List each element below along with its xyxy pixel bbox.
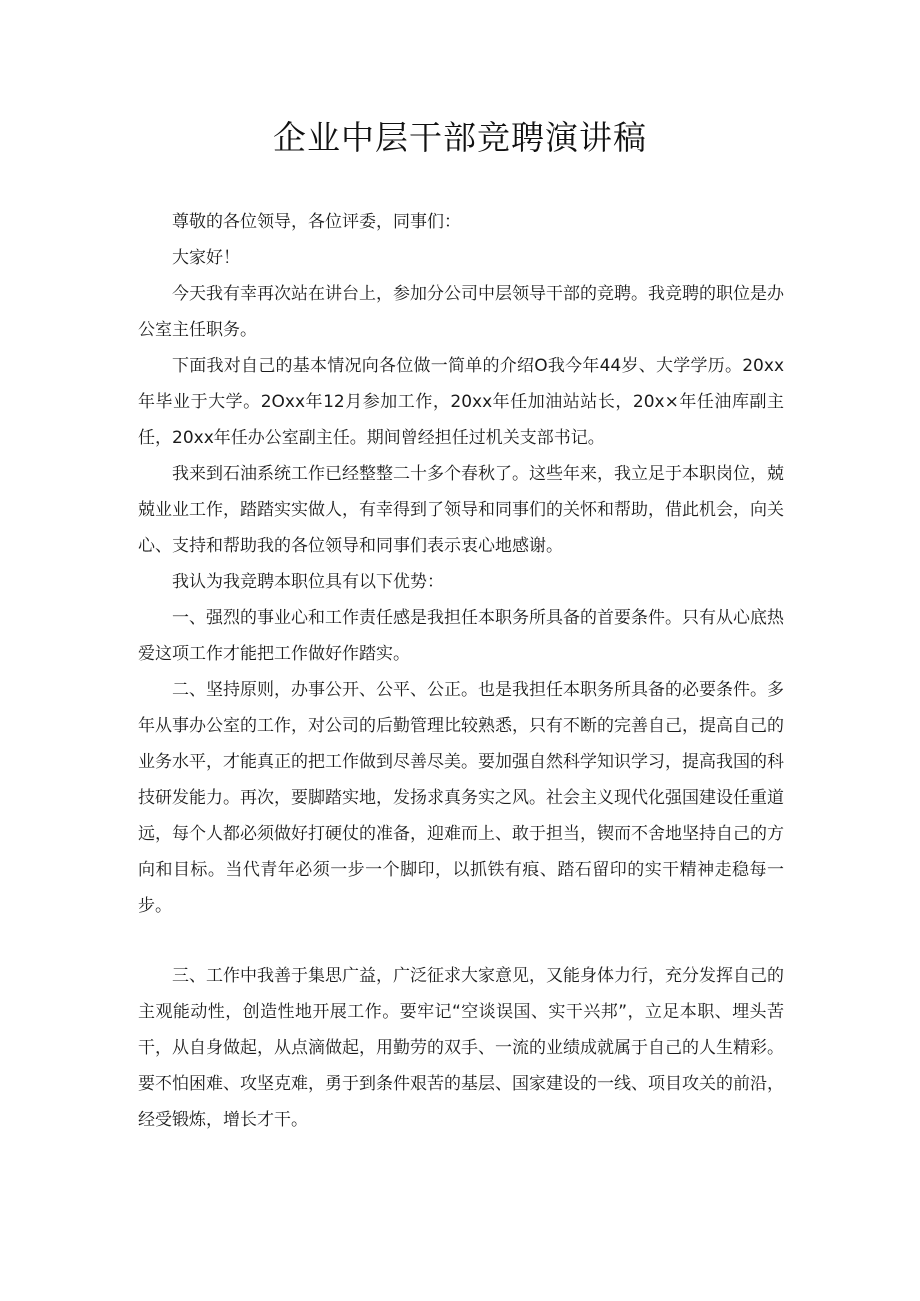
greeting: 大家好！	[172, 248, 240, 268]
paragraph-advantage-3: 三、工作中我善于集思广益，广泛征求大家意见，又能身体力行，充分发挥自己的主观能动性，创造性地开展工作。要牢记“空谈误国、实干兴邦”，立足本职、埋头苦干，从自身做起，从点滴做起，用勤劳的双手、一流的业绩成就属于自己的人生精彩。要不怕困难、攻坚克难，勇于到条件艰苦的基层、国家建设的一线、项目攻关的前沿，经受锻炼，增长才干。	[138, 966, 784, 1130]
paragraph-advantage-1: 一、强烈的事业心和工作责任感是我担任本职务所具备的首要条件。只有从心底热爱这项工作才能把工作做好作踏实。	[138, 608, 784, 664]
paragraph-advantages-lead: 我认为我竞聘本职位具有以下优势：	[172, 572, 444, 592]
paragraph-experience: 我来到石油系统工作已经整整二十多个春秋了。这些年来，我立足于本职岗位，兢兢业业工作，踏踏实实做人，有幸得到了领导和同事们的关怀和帮助，借此机会，向关心、支持和帮助我的各位领导和同事们表示衷心地感谢。	[138, 464, 784, 556]
paragraph-background: 下面我对自己的基本情况向各位做一简单的介绍O我今年44岁、大学学历。20xx年毕业于大学。2Oxx年12月参加工作，20xx年任加油站站长，20x×年任油库副主任，20xx年任办公室副主任。期间曾经担任过机关支部书记。	[138, 356, 784, 448]
paragraph-advantage-2: 二、坚持原则，办事公开、公平、公正。也是我担任本职务所具备的必要条件。多年从事办公室的工作，对公司的后勤管理比较熟悉，只有不断的完善自己，提高自己的业务水平，才能真正的把工作做到尽善尽美。要加强自然科学知识学习，提高我国的科技研发能力。再次，要脚踏实地，发扬求真务实之风。社会主义现代化强国建设任重道远，每个人都必须做好打硬仗的准备，迎难而上、敢于担当，锲而不舍地坚持自己的方向和目标。当代青年必须一步一个脚印，以抓铁有痕、踏石留印的实干精神走稳每一步。	[138, 680, 784, 916]
document-title: 企业中层干部竞聘演讲稿	[273, 118, 647, 157]
paragraph-intro: 今天我有幸再次站在讲台上，参加分公司中层领导干部的竞聘。我竞聘的职位是办公室主任职务。	[138, 284, 784, 340]
salutation: 尊敬的各位领导，各位评委，同事们：	[172, 212, 461, 232]
